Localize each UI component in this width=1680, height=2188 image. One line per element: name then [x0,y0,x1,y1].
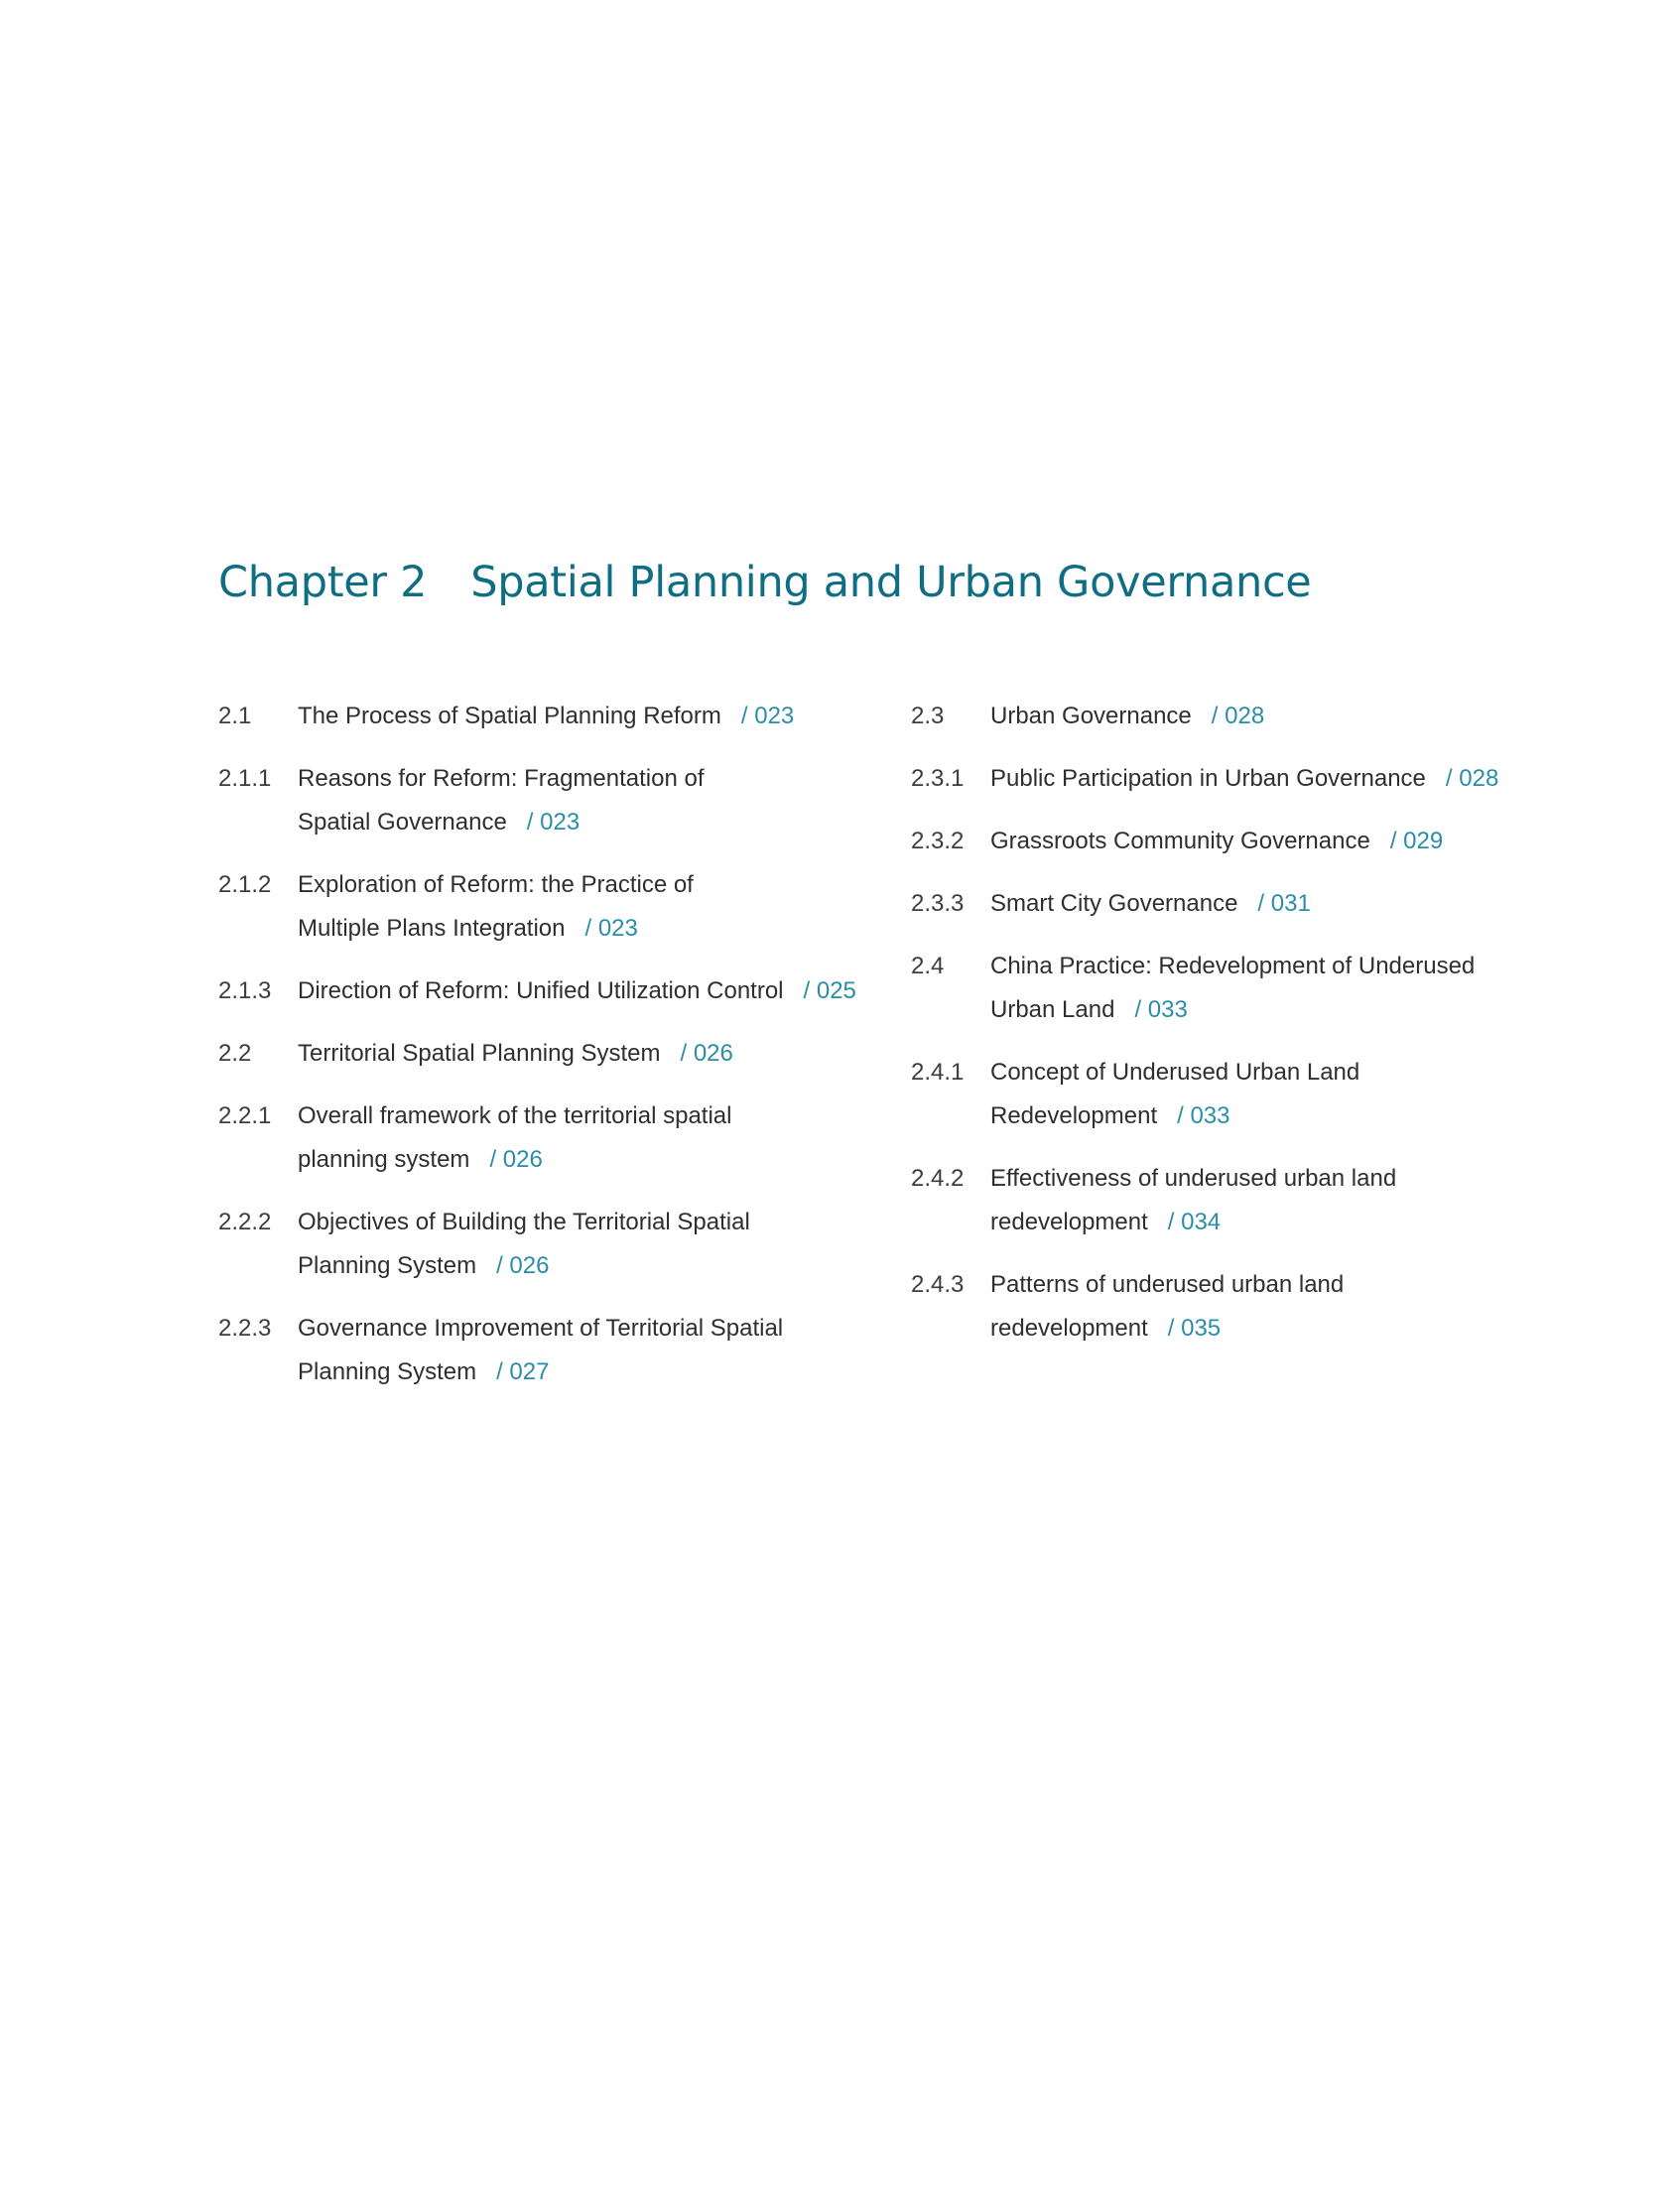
toc-entry-line-text: Planning System [298,1252,477,1279]
toc-entry-line [990,757,1498,801]
toc-entry-number: 2.2 [218,1040,252,1067]
toc-entry-number: 2.3 [911,703,945,729]
toc-entry-page[interactable]: / 029 [1389,828,1444,854]
toc-entry-line [298,969,856,1013]
toc-entry-number: 2.2.1 [218,1102,272,1129]
toc-entry[interactable] [218,863,863,951]
toc-entry-title [990,695,1264,738]
toc-entry[interactable] [911,757,1625,801]
toc-entry-number: 2.4.2 [911,1165,965,1192]
toc-entry-line-text: Patterns of underused urban land [990,1271,1345,1298]
toc-entry-page[interactable]: / 035 [1167,1315,1222,1342]
toc-entry-number: 2.4.3 [911,1271,965,1298]
toc-entry-number: 2.3.1 [911,765,965,792]
toc-entry[interactable] [911,882,1625,926]
toc-entry-title [990,1157,1396,1244]
toc-entry-page[interactable]: / 031 [1257,890,1311,917]
toc-entry-page[interactable]: / 028 [1445,765,1499,792]
toc-entry-line [990,1051,1359,1094]
toc-entry-line-text: Exploration of Reform: the Practice of [298,871,694,898]
toc-entry-number: 2.1 [218,703,252,729]
toc-entry-line-text: Governance Improvement of Territorial Spatial [298,1315,784,1342]
toc-entry-page[interactable]: / 027 [496,1358,550,1385]
toc-entry-line-text: Concept of Underused Urban Land [990,1059,1360,1086]
toc-entry-line [990,1307,1344,1351]
toc-entry-line [298,1244,750,1288]
toc-entry-line-text: Objectives of Building the Territorial Spatial [298,1209,750,1235]
toc-entry-line-text: Reasons for Reform: Fragmentation of [298,765,705,792]
toc-entry[interactable] [911,945,1625,1032]
toc-entry-title [298,1032,733,1076]
toc-entry-page[interactable]: / 026 [489,1146,543,1173]
toc-entry-page[interactable]: / 026 [680,1040,733,1067]
toc-entry-number: 2.1.2 [218,871,272,898]
toc-entry-line-text: Smart City Governance [990,890,1238,917]
toc-entry-number: 2.1.3 [218,977,272,1004]
toc-entry-line [298,1201,750,1244]
toc-entry-title [990,1263,1344,1351]
toc-entry-number: 2.1.1 [218,765,272,792]
toc-entry-title [990,757,1498,801]
toc-entry-line [990,1201,1396,1244]
toc-entry-title [298,1307,783,1394]
toc-entry-page[interactable]: / 028 [1211,703,1265,729]
toc-entry-page[interactable]: / 033 [1134,996,1188,1023]
toc-entry[interactable] [218,1307,863,1394]
toc-entry-line-text: redevelopment [990,1315,1148,1342]
toc-right-column [911,695,1625,1369]
toc-entry-line-text: Effectiveness of underused urban land [990,1165,1397,1192]
toc-entry-line [298,801,705,844]
toc-entry-line [298,863,694,907]
toc-entry[interactable] [218,757,863,844]
toc-entry-number: 2.4.1 [911,1059,965,1086]
toc-entry-number: 2.2.2 [218,1209,272,1235]
chapter-title: Spatial Planning and Urban Governance [470,558,1312,607]
toc-entry-title [990,820,1443,863]
toc-entry-line-text: Overall framework of the territorial spatial [298,1102,732,1129]
toc-entry-title [990,945,1475,1032]
toc-entry[interactable] [218,1201,863,1288]
toc-entry[interactable] [218,969,863,1013]
toc-entry-line [990,882,1311,926]
toc-entry-number: 2.3.2 [911,828,965,854]
toc-entry-title [990,1051,1359,1138]
toc-entry-line [298,1032,733,1076]
toc-entry-line [298,695,794,738]
toc-entry[interactable] [911,820,1625,863]
toc-entry-page[interactable]: / 033 [1177,1102,1230,1129]
chapter-heading [218,558,1311,607]
toc-entry-title [298,695,794,738]
toc-entry-number: 2.2.3 [218,1315,272,1342]
toc-entry-page[interactable]: / 025 [803,977,856,1004]
toc-entry-line [990,1157,1396,1201]
toc-entry[interactable] [911,1263,1625,1351]
toc-entry-title [298,1201,750,1288]
toc-entry-line [298,1307,783,1351]
toc-entry-line [298,757,705,801]
toc-entry-line [990,695,1264,738]
toc-entry-line-text: Redevelopment [990,1102,1158,1129]
toc-left-column [218,695,863,1413]
toc-entry-page[interactable]: / 023 [584,915,638,942]
toc-entry-line [298,1094,731,1138]
toc-entry-line [990,1263,1344,1307]
toc-entry[interactable] [218,1094,863,1182]
toc-entry-title [298,863,694,951]
toc-entry-line [990,945,1475,988]
toc-entry-number: 2.4 [911,953,945,979]
toc-entry-page[interactable]: / 026 [496,1252,550,1279]
toc-entry-title [298,1094,731,1182]
toc-entry-line [990,988,1475,1032]
toc-entry-line-text: Public Participation in Urban Governance [990,765,1426,792]
toc-entry-line-text: Urban Land [990,996,1115,1023]
toc-entry[interactable] [218,1032,863,1076]
toc-entry-line-text: Urban Governance [990,703,1192,729]
toc-entry-line-text: China Practice: Redevelopment of Underused [990,953,1476,979]
toc-entry[interactable] [911,1157,1625,1244]
toc-entry-line-text: redevelopment [990,1209,1148,1235]
toc-entry-title [298,757,705,844]
toc-entry-line [990,820,1443,863]
toc-entry[interactable] [911,695,1625,738]
toc-entry-line [990,1094,1359,1138]
toc-entry-number: 2.3.3 [911,890,965,917]
toc-entry-line-text: Spatial Governance [298,809,507,836]
toc-entry-title [990,882,1311,926]
toc-entry-line [298,1138,731,1182]
toc-entry-page[interactable]: / 023 [740,703,795,729]
chapter-label: Chapter 2 [218,558,428,607]
toc-entry-line [298,907,694,951]
toc-entry-page[interactable]: / 034 [1167,1209,1222,1235]
toc-entry-line-text: Grassroots Community Governance [990,828,1370,854]
toc-entry-title [298,969,856,1013]
toc-entry-line-text: Direction of Reform: Unified Utilization Control [298,977,784,1004]
toc-entry-line-text: Multiple Plans Integration [298,915,566,942]
toc-entry-line-text: The Process of Spatial Planning Reform [298,703,721,729]
toc-entry-page[interactable]: / 023 [526,809,581,836]
toc-entry-line-text: Planning System [298,1358,477,1385]
toc-entry[interactable] [911,1051,1625,1138]
toc-entry-line-text: planning system [298,1146,470,1173]
toc-entry[interactable] [218,695,863,738]
toc-entry-line [298,1351,783,1394]
toc-entry-line-text: Territorial Spatial Planning System [298,1040,661,1067]
